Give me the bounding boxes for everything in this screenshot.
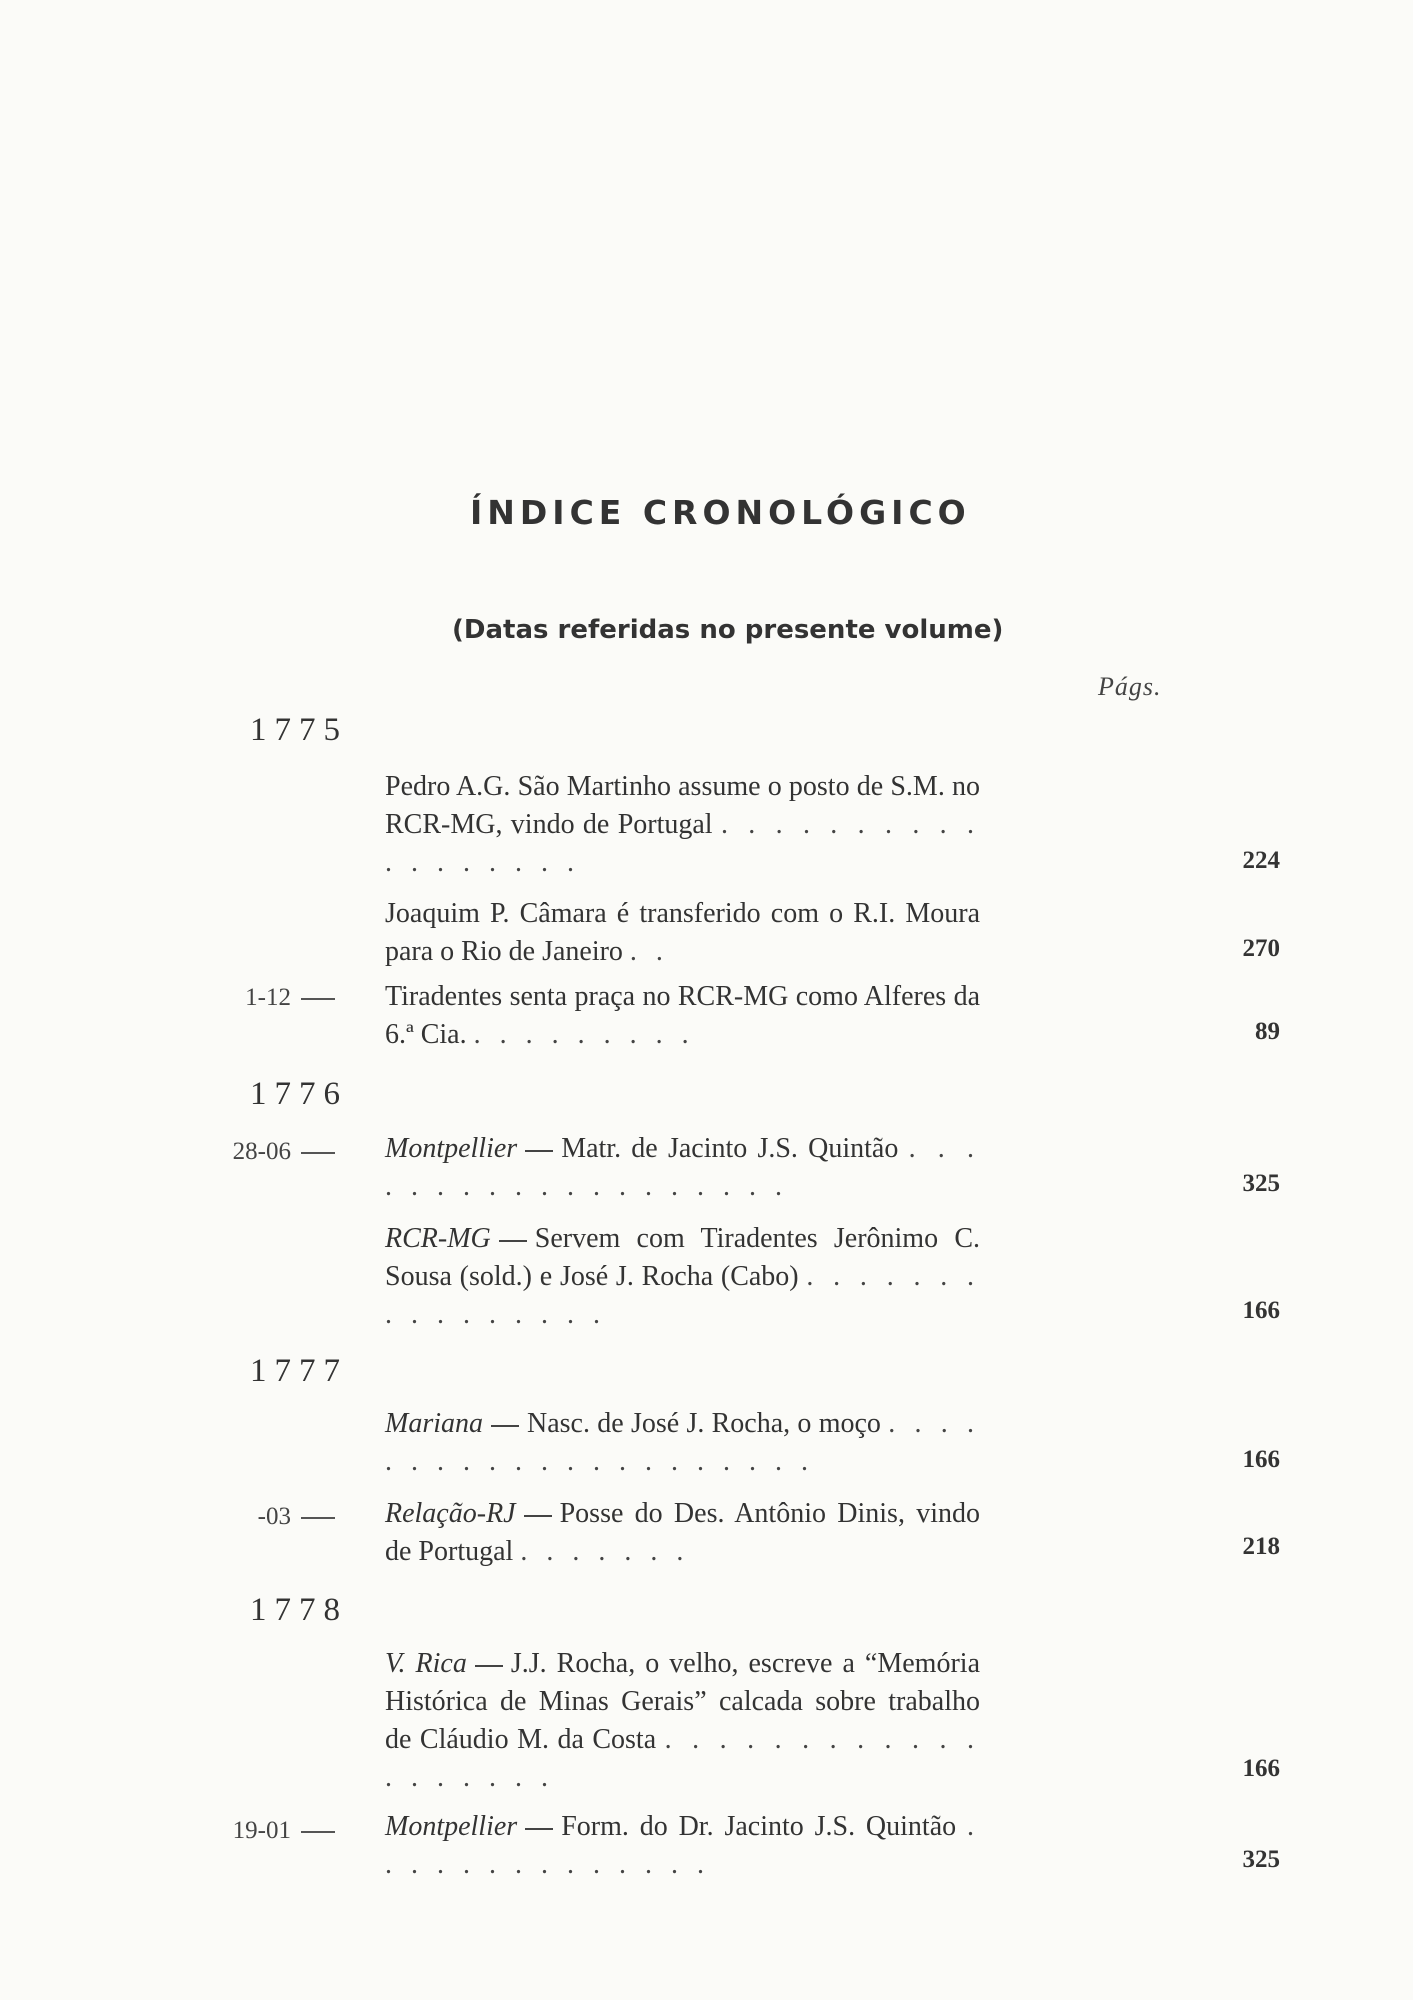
pages-column-label: Págs.: [1098, 672, 1162, 701]
entry-date: [210, 1817, 335, 1845]
entry-text: Servem com Tiradentes Jerônimo C. Sousa (sold.) e José J. Rocha (Cabo): [385, 1223, 980, 1292]
dash-separator: [525, 1150, 553, 1152]
page-number: 270: [1242, 935, 1280, 962]
entry-date: [210, 1503, 335, 1531]
entry-text: J.J. Rocha, o velho, escreve a “Memória Histórica de Minas Gerais” calcada sobre trabalho de Cláudio M. da Costa: [385, 1648, 980, 1755]
page-number: 224: [1242, 847, 1280, 874]
dash-separator: [301, 1831, 335, 1833]
page-number: 166: [1242, 1297, 1280, 1324]
dash-separator: [499, 1240, 527, 1242]
leader-dots: . . . . . . . . . . . . . . . . . . .: [385, 1133, 981, 1202]
page-subtitle: (Datas referidas no presente volume): [452, 615, 1004, 645]
dash-separator: [301, 1517, 335, 1519]
leader-dots: . . . . . . .: [520, 1536, 690, 1567]
entry-text: Tiradentes senta praça no RCR-MG como Alferes da 6.ª Cia.: [385, 981, 980, 1050]
dash-separator: [525, 1828, 553, 1830]
year-heading: 1776: [250, 1076, 348, 1112]
dash-separator: [475, 1665, 503, 1667]
entry-place: V. Rica: [385, 1648, 467, 1679]
year-heading: 1775: [250, 712, 348, 748]
leader-dots: . .: [629, 936, 669, 967]
year-heading: 1778: [250, 1592, 348, 1628]
leader-dots: . . . . . . . . . . . . . . . .: [385, 1261, 980, 1330]
dash-separator: [524, 1515, 552, 1517]
date-text: -03: [257, 1503, 291, 1530]
entry-place: Montpellier: [385, 1133, 518, 1164]
page-number: 166: [1242, 1755, 1280, 1782]
dash-separator: [301, 1152, 335, 1154]
date-text: 19-01: [232, 1817, 291, 1844]
entry-text: Joaquim P. Câmara é transferido com o R.I. Moura para o Rio de Janeiro: [385, 898, 980, 967]
entry-place: Relação-RJ: [385, 1498, 516, 1529]
page-number: 325: [1242, 1846, 1280, 1873]
index-entry: [385, 895, 980, 971]
index-entry: [385, 1220, 980, 1334]
index-entry: [385, 978, 980, 1054]
entry-text: Pedro A.G. São Martinho assume o posto de S.M. no RCR-MG, vindo de Portugal: [385, 771, 980, 840]
page-number: 325: [1242, 1170, 1280, 1197]
entry-date: [210, 1138, 335, 1166]
entry-text: Matr. de Jacinto J.S. Quintão: [561, 1133, 899, 1164]
entry-text: Posse do Des. Antônio Dinis, vindo de Portugal: [385, 1498, 980, 1567]
entry-place: Mariana: [385, 1408, 483, 1439]
date-text: 1-12: [245, 984, 291, 1011]
index-entry: [385, 1645, 980, 1797]
index-entry: [385, 1405, 980, 1481]
index-entry: [385, 1808, 980, 1884]
page-number: 89: [1255, 1018, 1280, 1045]
entry-text: Form. do Dr. Jacinto J.S. Quintão: [561, 1811, 957, 1842]
entry-place: RCR-MG: [385, 1223, 491, 1254]
page-number: 218: [1242, 1533, 1280, 1560]
index-entry: [385, 1130, 980, 1206]
leader-dots: . . . . . . . . .: [473, 1019, 695, 1050]
dash-separator: [301, 998, 335, 1000]
index-entry: [385, 768, 980, 882]
leader-dots: . . . . . . . . . . . . . . . . . . .: [385, 1724, 981, 1793]
dash-separator: [491, 1425, 519, 1427]
leader-dots: . . . . . . . . . . . . . .: [385, 1811, 980, 1880]
entry-place: Montpellier: [385, 1811, 518, 1842]
leader-dots: . . . . . . . . . . . . . . . . . . . . .: [385, 1408, 981, 1477]
entry-text: Nasc. de José J. Rocha, o moço: [527, 1408, 881, 1439]
page-number: 166: [1242, 1446, 1280, 1473]
date-text: 28-06: [232, 1138, 291, 1165]
leader-dots: . . . . . . . . . . . . . . . . . .: [385, 809, 981, 878]
page-title: ÍNDICE CRONOLÓGICO: [470, 493, 971, 532]
year-heading: 1777: [250, 1353, 348, 1389]
index-entry: [385, 1495, 980, 1571]
entry-date: [210, 984, 335, 1012]
